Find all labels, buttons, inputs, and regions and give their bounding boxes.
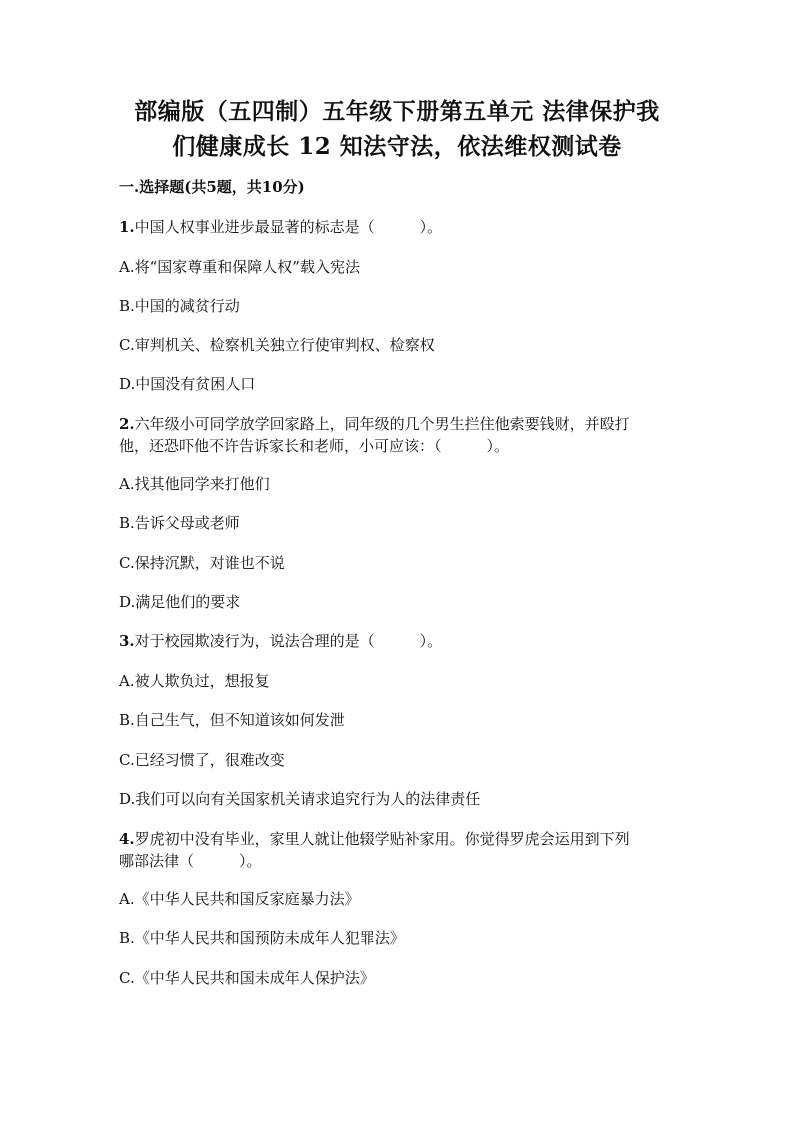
question-2-option-d: D.满足他们的要求	[119, 593, 241, 611]
question-stem-text: 罗虎初中没有毕业，家里人就让他辍学贴补家用。你觉得罗虎会运用到下列	[134, 830, 630, 848]
question-number: 3.	[119, 632, 135, 650]
question-stem-text: 中国人权事业进步最显著的标志是（ ）。	[134, 218, 443, 236]
question-2-stem-line-2: 他，还恐吓他不许告诉家长和老师，小可应该：（ ）。	[119, 437, 510, 455]
question-4-stem-line-2: 哪部法律（ ）。	[119, 852, 262, 870]
question-3-stem	[119, 630, 679, 652]
section-heading: 一.选择题(共5题，共10分)	[119, 178, 305, 196]
question-1-option-c: C.审判机关、检察机关独立行使审判权、检察权	[119, 336, 435, 354]
question-number: 2.	[119, 415, 135, 433]
question-3-option-c: C.已经习惯了，很难改变	[119, 751, 285, 769]
page-title	[100, 94, 694, 164]
question-1-option-d: D.中国没有贫困人口	[119, 375, 256, 393]
question-number: 4.	[119, 830, 135, 848]
question-2-option-b: B.告诉父母或老师	[119, 514, 240, 532]
title-line-2: 们健康成长 12 知法守法，依法维权测试卷	[172, 133, 622, 160]
question-stem-text: 六年级小可同学放学回家路上，同年级的几个男生拦住他索要钱财，并殴打	[134, 415, 630, 433]
question-number: 1.	[119, 218, 135, 236]
question-4-stem-line-1	[119, 828, 679, 850]
question-3-option-b: B.自己生气，但不知道该如何发泄	[119, 711, 345, 729]
question-1-option-a: A.将“国家尊重和保障人权”载入宪法	[119, 258, 360, 276]
question-4-option-b: B.《中华人民共和国预防未成年人犯罪法》	[119, 929, 405, 947]
question-3-option-d: D.我们可以向有关国家机关请求追究行为人的法律责任	[119, 790, 481, 808]
question-4-option-a: A.《中华人民共和国反家庭暴力法》	[119, 890, 360, 908]
question-2-stem-line-1	[119, 413, 679, 435]
question-2-option-a: A.找其他同学来打他们	[119, 475, 270, 493]
title-line-1: 部编版（五四制）五年级下册第五单元 法律保护我	[134, 98, 660, 125]
question-1-option-b: B.中国的减贫行动	[119, 297, 240, 315]
question-3-option-a: A.被人欺负过，想报复	[119, 672, 270, 690]
question-4-option-c: C.《中华人民共和国未成年人保护法》	[119, 969, 375, 987]
question-stem-text: 对于校园欺凌行为，说法合理的是（ ）。	[134, 632, 443, 650]
question-2-option-c: C.保持沉默，对谁也不说	[119, 554, 285, 572]
question-1-stem	[119, 216, 679, 238]
